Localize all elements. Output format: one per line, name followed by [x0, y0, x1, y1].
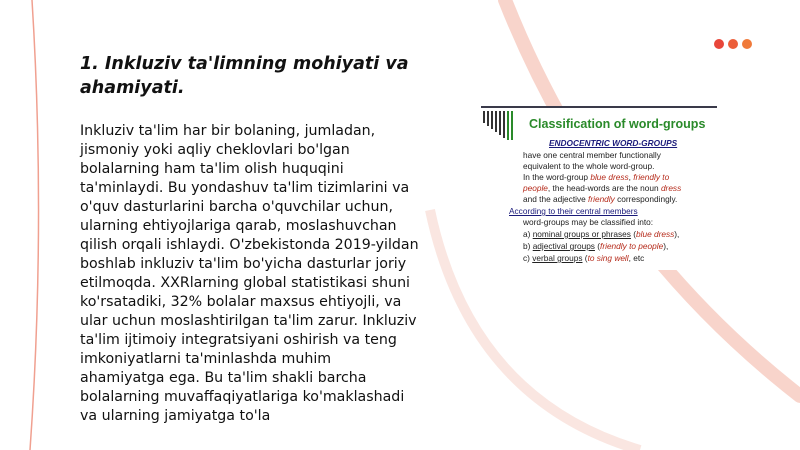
dot-1	[714, 39, 724, 49]
figure-stripes-icon	[483, 111, 519, 141]
figure-line-8: a) nominal groups or phrases (blue dress),	[523, 229, 680, 239]
figure-line-7: word-groups may be classified into:	[523, 217, 654, 227]
word-groups-figure	[481, 106, 717, 270]
figure-line-5: and the adjective friendly correspondingly.	[523, 194, 678, 204]
figure-top-rule	[481, 106, 717, 108]
slide-title: 1. Inkluziv ta'limning mohiyati va ahamiyati.	[80, 54, 409, 98]
figure-line-6: According to their central members	[509, 206, 638, 216]
left-edge-arc	[30, 0, 39, 450]
dot-2	[728, 39, 738, 49]
figure-line-3: In the word-group blue dress, friendly to	[523, 172, 670, 182]
decorative-dots	[714, 39, 752, 49]
figure-line-10: c) verbal groups (to sing well, etc	[523, 253, 645, 263]
slide-paragraph: Inkluziv ta'lim har bir bolaning, jumladan, jismoniy yoki aqliy cheklovlari bo'lgan bolalarning ham ta'lim olish huquqini ta'minlaydi. Bu yondashuv ta'lim tizimlarini va o'quv dasturlarini barcha o'quvchilar uchun, ularning ehtiyojlariga qarab, moslashuvchan qilish orqali ishlaydi. O'zbekistonda 2019-yildan boshlab inkluziv ta'lim bo'yicha dasturlar joriy etilmoqda. XXRlarning global statistikasi shuni ko'rsatadiki, 32% bolalar maxsus ehtiyojli, va ular uchun moslashtirilgan ta'lim zarur. Inkluziv ta'lim ijtimoiy integratsiyani oshirish va teng imkoniyatlarni ta'minlashda muhim ahamiyatga ega. Bu ta'lim shakli barcha bolalarning muvaffaqiyatlariga ko'maklashadi va ularning jamiyatga to'la	[80, 123, 419, 424]
figure-line-4: people, the head-words are the noun dress	[523, 183, 682, 193]
figure-line-9: b) adjectival groups (friendly to people),	[523, 241, 669, 251]
figure-line-2: equivalent to the whole word-group.	[523, 161, 655, 171]
figure-title: Classification of word-groups	[529, 117, 706, 131]
figure-heading: ENDOCENTRIC WORD-GROUPS	[549, 138, 678, 148]
figure-line-1: have one central member functionally	[523, 150, 661, 160]
dot-3	[742, 39, 752, 49]
